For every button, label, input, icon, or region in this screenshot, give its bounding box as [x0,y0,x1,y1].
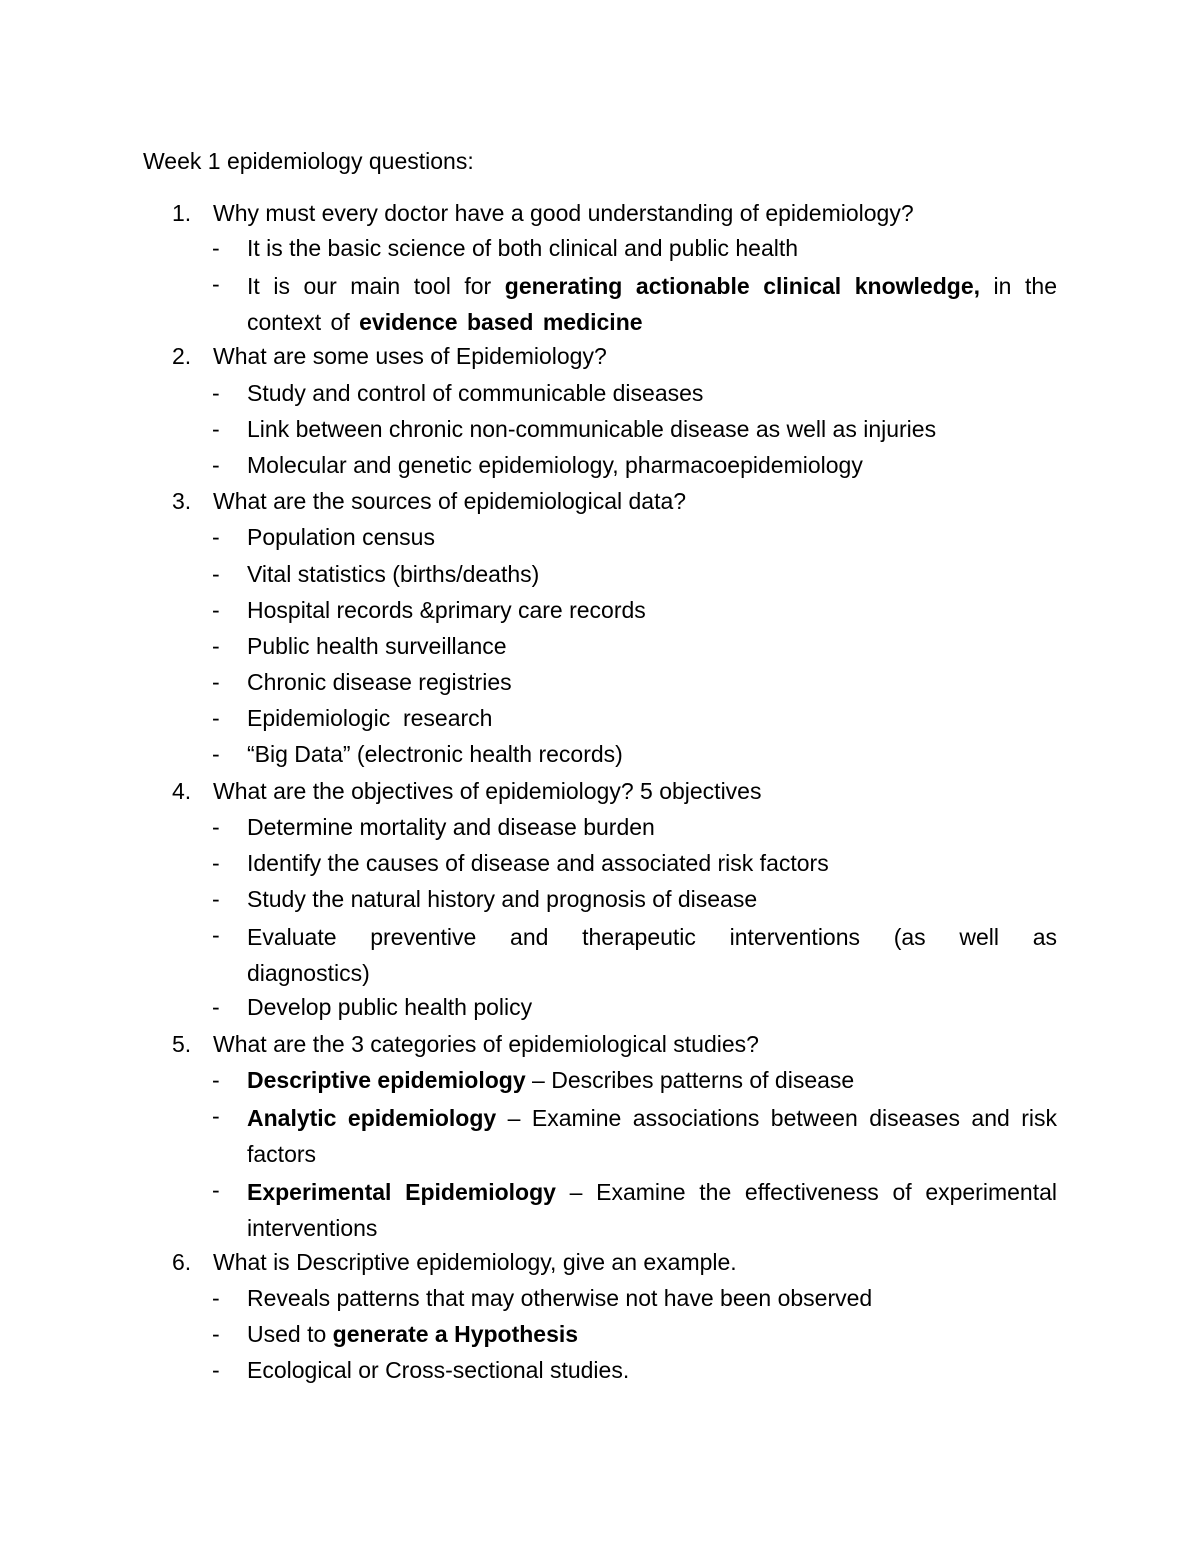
question-text: Why must every doctor have a good understanding of epidemiology? [213,200,914,226]
bullet-text: Ecological or Cross-sectional studies. [247,1357,630,1383]
bullet-dash: - [212,886,220,912]
question-number: 6. [172,1249,192,1275]
bullet-dash: - [212,669,220,695]
question-text: What are some uses of Epidemiology? [213,343,607,369]
bold-phrase: generating actionable clinical knowledge, [504,273,980,299]
bullet-text: It is the basic science of both clinical and public health [247,235,799,261]
bullet-text: Chronic disease registries [247,669,512,695]
bold-phrase: evidence based medicine [359,309,643,335]
bullet-dash: - [212,416,220,442]
question-text: What is Descriptive epidemiology, give an example. [213,1249,737,1275]
document-title: Week 1 epidemiology questions: [143,148,474,174]
question-text: What are the sources of epidemiological data? [213,488,687,514]
bullet-dash: - [212,380,220,406]
bullet-text: Public health surveillance [247,633,507,659]
bullet-text: Study the natural history and prognosis of disease [247,886,758,912]
bullet-dash: - [212,1103,220,1129]
question-number: 5. [172,1031,192,1057]
bullet-dash: - [212,1357,220,1383]
bullet-dash: - [212,1321,220,1347]
bold-phrase: Analytic epidemiology [247,1105,497,1131]
bold-phrase: generate a Hypothesis [332,1321,579,1347]
question-text: What are the objectives of epidemiology? 5 objectives [213,778,762,804]
bullet-dash: - [212,850,220,876]
bullet-text: Identify the causes of disease and associated risk factors [247,850,829,876]
bullet-dash: - [212,1067,220,1093]
bold-phrase: Descriptive epidemiology [247,1067,526,1093]
bullet-text: Epidemiologic research [247,705,493,731]
bullet-text: Hospital records &primary care records [247,597,646,623]
bullet-text: It is our main tool for generating actionable clinical knowledge, in the context of evidence based medicine [247,273,1057,335]
bullet-dash: - [212,271,220,297]
question-number: 2. [172,343,192,369]
question-number: 4. [172,778,192,804]
bullet-dash: - [212,1285,220,1311]
bullet-dash: - [212,561,220,587]
bullet-dash: - [212,1177,220,1203]
bullet-text: Analytic epidemiology – Examine associations between diseases and risk factors [247,1105,1058,1167]
bullet-text: Study and control of communicable diseases [247,380,704,406]
bullet-dash: - [212,994,220,1020]
bullet-text: Determine mortality and disease burden [247,814,655,840]
question-number: 1. [172,200,192,226]
bullet-text: “Big Data” (electronic health records) [247,741,623,767]
bold-phrase: Experimental Epidemiology [247,1179,556,1205]
bullet-dash: - [212,597,220,623]
bullet-dash: - [212,452,220,478]
bullet-dash: - [212,741,220,767]
bullet-text: Link between chronic non-communicable disease as well as injuries [247,416,937,442]
question-number: 3. [172,488,192,514]
bullet-text: Molecular and genetic epidemiology, pharmacoepidemiology [247,452,863,478]
bullet-dash: - [212,814,220,840]
bullet-dash: - [212,235,220,261]
bullet-text: Experimental Epidemiology – Examine the effectiveness of experimental interventions [247,1179,1057,1241]
bullet-text: Population census [247,524,435,550]
question-text: What are the 3 categories of epidemiological studies? [213,1031,759,1057]
bullet-text: Evaluate preventive and therapeutic interventions (as well as diagnostics) [247,924,1057,986]
bullet-text: Descriptive epidemiology – Describes patterns of disease [247,1067,855,1093]
bullet-dash: - [212,922,220,948]
bullet-dash: - [212,524,220,550]
bullet-dash: - [212,705,220,731]
bullet-text: Vital statistics (births/deaths) [247,561,540,587]
bullet-text: Develop public health policy [247,994,533,1020]
bullet-text: Used to generate a Hypothesis [247,1321,579,1347]
bullet-text: Reveals patterns that may otherwise not have been observed [247,1285,873,1311]
bullet-dash: - [212,633,220,659]
